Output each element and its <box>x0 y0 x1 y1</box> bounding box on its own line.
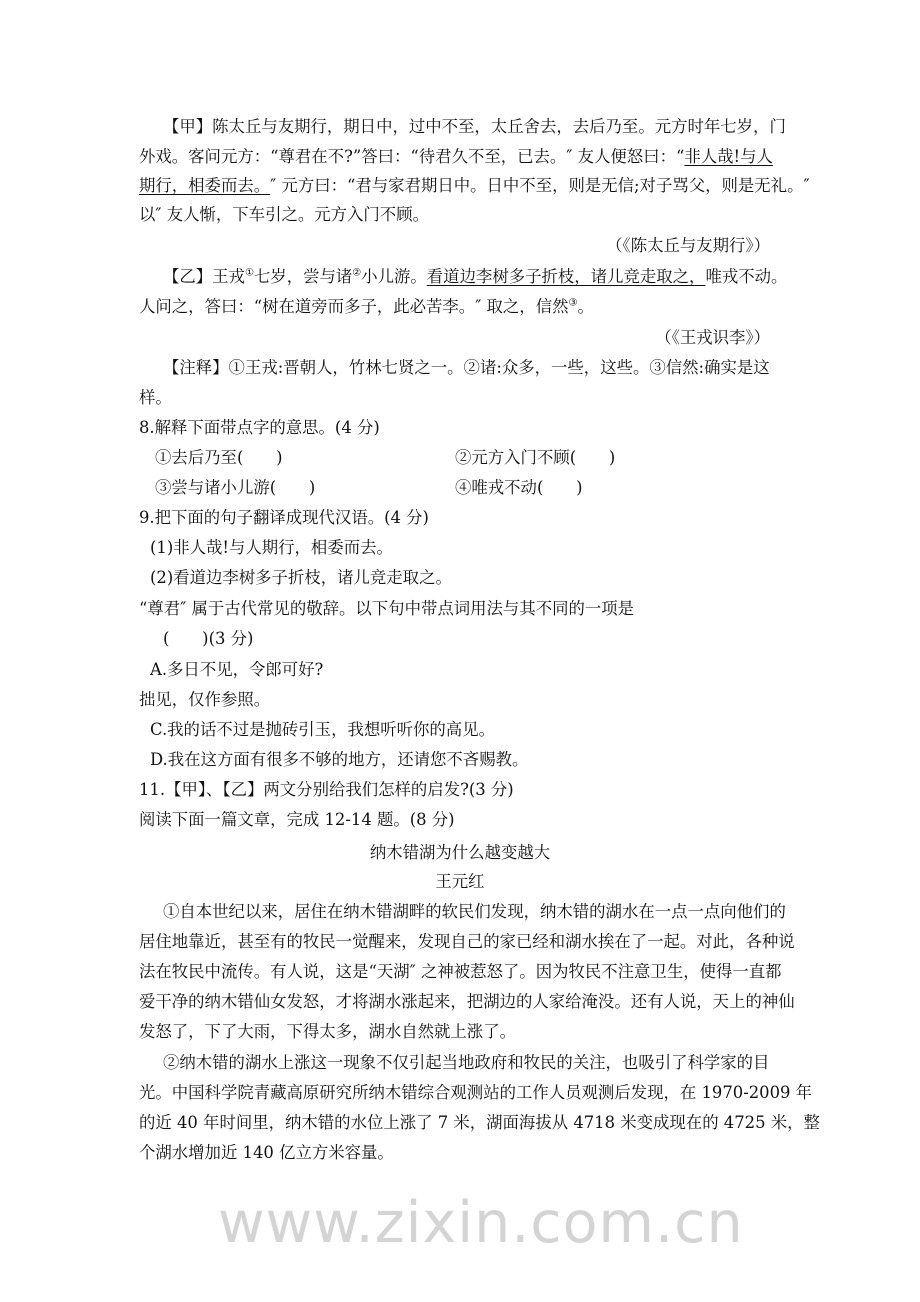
text: 人问之，答曰：“树在道旁而多子，此必苦李。″ 取之，信然 <box>139 297 569 316</box>
reading-intro: 阅读下面一篇文章，完成 12-14 题。(8 分) <box>139 810 455 829</box>
footnote-mark: ② <box>352 267 362 279</box>
notes-line: 【注释】①王戎:晋朝人，竹林七贤之一。②诸:众多，一些，这些。③信然:确实是这 <box>163 358 770 377</box>
q9-item: (2)看道边李树多子折枝，诸儿竞走取之。 <box>150 568 452 587</box>
text: 【乙】王戎 <box>163 267 245 286</box>
passage-yi-line <box>163 266 787 288</box>
passage-yi-line <box>139 296 594 318</box>
article-p1-line: ①自本世纪以来，居住在纳木错湖畔的软民们发现，纳木错的湖水在一点一点向他们的 <box>163 902 786 921</box>
q8-item: ①去后乃至( ) <box>155 448 283 467</box>
passage-jia-line: 【甲】陈太丘与友期行，期日中，过中不至，太丘舍去，去后乃至。元方时年七岁，门 <box>163 117 786 136</box>
q8-item: ②元方入门不顾( ) <box>455 448 616 467</box>
watermark: www.zixin.com.cn <box>218 1190 744 1256</box>
q10-option: 拙见，仅作参照。 <box>139 690 271 709</box>
text: 七岁，尝与诸 <box>253 267 353 286</box>
q10-option: C.我的话不过是抛砖引玉，我想听听你的高见。 <box>150 720 495 739</box>
q8-item: ④唯戎不动( ) <box>455 478 583 497</box>
text: ″ 元方曰：“君与家君期日中。日中不至，则是无信;对子骂父，则是无礼。″ <box>270 176 810 195</box>
text: 。 <box>577 297 594 316</box>
article-p1-line: 法在牧民中流传。有人说，这是“天湖″ 之神被惹怒了。因为牧民不注意卫生，使得一直都 <box>139 962 782 981</box>
passage-jia-line <box>139 175 810 197</box>
q10-blank: ( )(3 分) <box>163 629 254 648</box>
text: 外戏。客问元方：“尊君在不?”答曰：“待君久不至，已去。″ 友人便怒曰：“ <box>139 147 685 166</box>
article-p2-line: ②纳木错的湖水上涨这一现象不仅引起当地政府和牧民的关注，也吸引了科学家的目 <box>163 1053 770 1072</box>
article-p1-line: 爱干净的纳木错仙女发怒，才将湖水涨起来，把湖边的人家给淹没。还有人说，天上的神仙 <box>139 992 795 1011</box>
passage-jia-source: （《陈太丘与友期行》） <box>606 236 770 255</box>
q10-option: D.我在这方面有很多不够的地方，还请您不吝赐教。 <box>150 750 529 769</box>
question-11: 11.【甲】、【乙】两文分别给我们怎样的启发?(3 分) <box>139 780 514 799</box>
underlined-sentence: 非人哉!与人 <box>684 147 773 166</box>
text: 小儿游。 <box>361 267 427 286</box>
passage-yi-source: （《王戎识李》） <box>655 328 770 347</box>
article-p2-line: 的近 40 年时间里，纳木错的水位上涨了 7 米，湖面海拔从 4718 米变成现在的 4725 米，整 <box>139 1113 820 1132</box>
underlined-sentence: 期行，相委而去。 <box>139 176 271 195</box>
question-9: 9.把下面的句子翻译成现代汉语。(4 分) <box>139 508 429 527</box>
underlined-sentence: 看道边李树多子折枝，诸儿竞走取之， <box>426 267 706 286</box>
notes-line: 样。 <box>139 388 172 407</box>
footnote-mark: ③ <box>568 297 578 309</box>
article-title: 纳木错湖为什么越变越大 <box>369 843 551 862</box>
text: 唯戎不动。 <box>705 267 788 286</box>
footnote-mark: ① <box>244 267 254 279</box>
q9-item: (1)非人哉!与人期行，相委而去。 <box>150 538 393 557</box>
article-p2-line: 个湖水增加近 140 亿立方米容量。 <box>139 1143 394 1162</box>
article-author: 王元红 <box>435 872 485 891</box>
q10-option: A.多日不见，令郎可好? <box>150 660 324 679</box>
article-p1-line: 发怒了，下了大雨，下得太多，湖水自然就上涨了。 <box>139 1022 516 1041</box>
question-8: 8.解释下面带点字的意思。(4 分) <box>139 418 380 437</box>
passage-jia-line <box>139 146 773 168</box>
article-p2-line: 光。中国科学院青藏高原研究所纳木错综合观测站的工作人员观测后发现，在 1970-2009 年 <box>139 1083 813 1102</box>
question-10: “尊君″ 属于古代常见的敬辞。以下句中带点词用法与其不同的一项是 <box>139 599 635 618</box>
q8-item: ③尝与诸小儿游( ) <box>155 478 316 497</box>
article-p1-line: 居住地靠近，甚至有的牧民一觉醒来，发现自己的家已经和湖水挨在了一起。对此，各种说 <box>139 932 795 951</box>
passage-jia-line: 以″ 友人惭，下车引之。元方入门不顾。 <box>139 205 429 224</box>
